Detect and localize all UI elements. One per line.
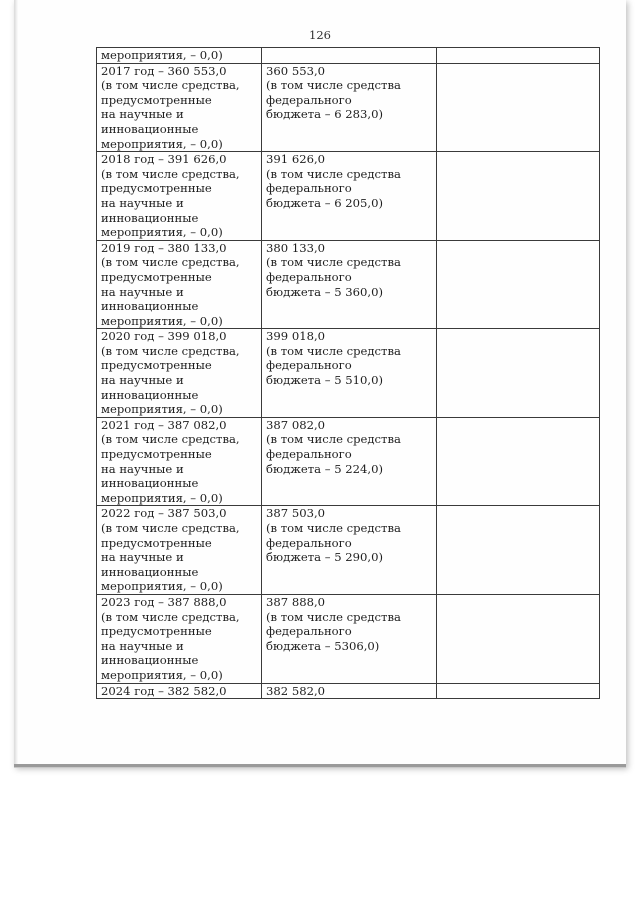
table-row <box>97 63 600 152</box>
table-cell-extra <box>437 48 600 64</box>
table-cell-amount: 382 582,0 <box>262 683 437 699</box>
table-row <box>97 152 600 241</box>
table-cell-total: мероприятия, – 0,0) <box>97 48 262 64</box>
table-cell-extra <box>437 152 600 241</box>
table-cell-total: 2018 год – 391 626,0 (в том числе средства, предусмотренные на научные и инновационные мероприятия, – 0,0) <box>97 152 262 241</box>
table-cell-amount: 399 018,0 (в том числе средства федерального бюджета – 5 510,0) <box>262 329 437 418</box>
table-row <box>97 683 600 699</box>
document-page <box>14 0 626 767</box>
table-row <box>97 48 600 64</box>
table-cell-amount <box>262 48 437 64</box>
table-row <box>97 329 600 418</box>
table-cell-total: 2020 год – 399 018,0 (в том числе средства, предусмотренные на научные и инновационные мероприятия, – 0,0) <box>97 329 262 418</box>
table-row <box>97 240 600 329</box>
table-cell-extra <box>437 506 600 595</box>
table-cell-total: 2024 год – 382 582,0 <box>97 683 262 699</box>
table-cell-total: 2022 год – 387 503,0 (в том числе средства, предусмотренные на научные и инновационные мероприятия, – 0,0) <box>97 506 262 595</box>
page-number: 126 <box>309 28 331 42</box>
table-cell-total: 2021 год – 387 082,0 (в том числе средства, предусмотренные на научные и инновационные мероприятия, – 0,0) <box>97 417 262 506</box>
table-cell-extra <box>437 240 600 329</box>
table-cell-amount: 360 553,0 (в том числе средства федерального бюджета – 6 283,0) <box>262 63 437 152</box>
page-edge <box>14 0 18 764</box>
table-row <box>97 417 600 506</box>
table-cell-total: 2017 год – 360 553,0 (в том числе средства, предусмотренные на научные и инновационные мероприятия, – 0,0) <box>97 63 262 152</box>
table-cell-total: 2023 год – 387 888,0 (в том числе средства, предусмотренные на научные и инновационные мероприятия, – 0,0) <box>97 594 262 683</box>
table-cell-amount: 391 626,0 (в том числе средства федерального бюджета – 6 205,0) <box>262 152 437 241</box>
funding-table <box>96 47 600 699</box>
table-cell-extra <box>437 594 600 683</box>
table-cell-amount: 387 888,0 (в том числе средства федерального бюджета – 5306,0) <box>262 594 437 683</box>
table-cell-amount: 387 082,0 (в том числе средства федерального бюджета – 5 224,0) <box>262 417 437 506</box>
table-cell-total: 2019 год – 380 133,0 (в том числе средства, предусмотренные на научные и инновационные мероприятия, – 0,0) <box>97 240 262 329</box>
table-cell-extra <box>437 683 600 699</box>
table-cell-amount: 380 133,0 (в том числе средства федерального бюджета – 5 360,0) <box>262 240 437 329</box>
table-row <box>97 506 600 595</box>
table-cell-extra <box>437 329 600 418</box>
table-cell-extra <box>437 63 600 152</box>
table-cell-extra <box>437 417 600 506</box>
table-row <box>97 594 600 683</box>
table-cell-amount: 387 503,0 (в том числе средства федерального бюджета – 5 290,0) <box>262 506 437 595</box>
